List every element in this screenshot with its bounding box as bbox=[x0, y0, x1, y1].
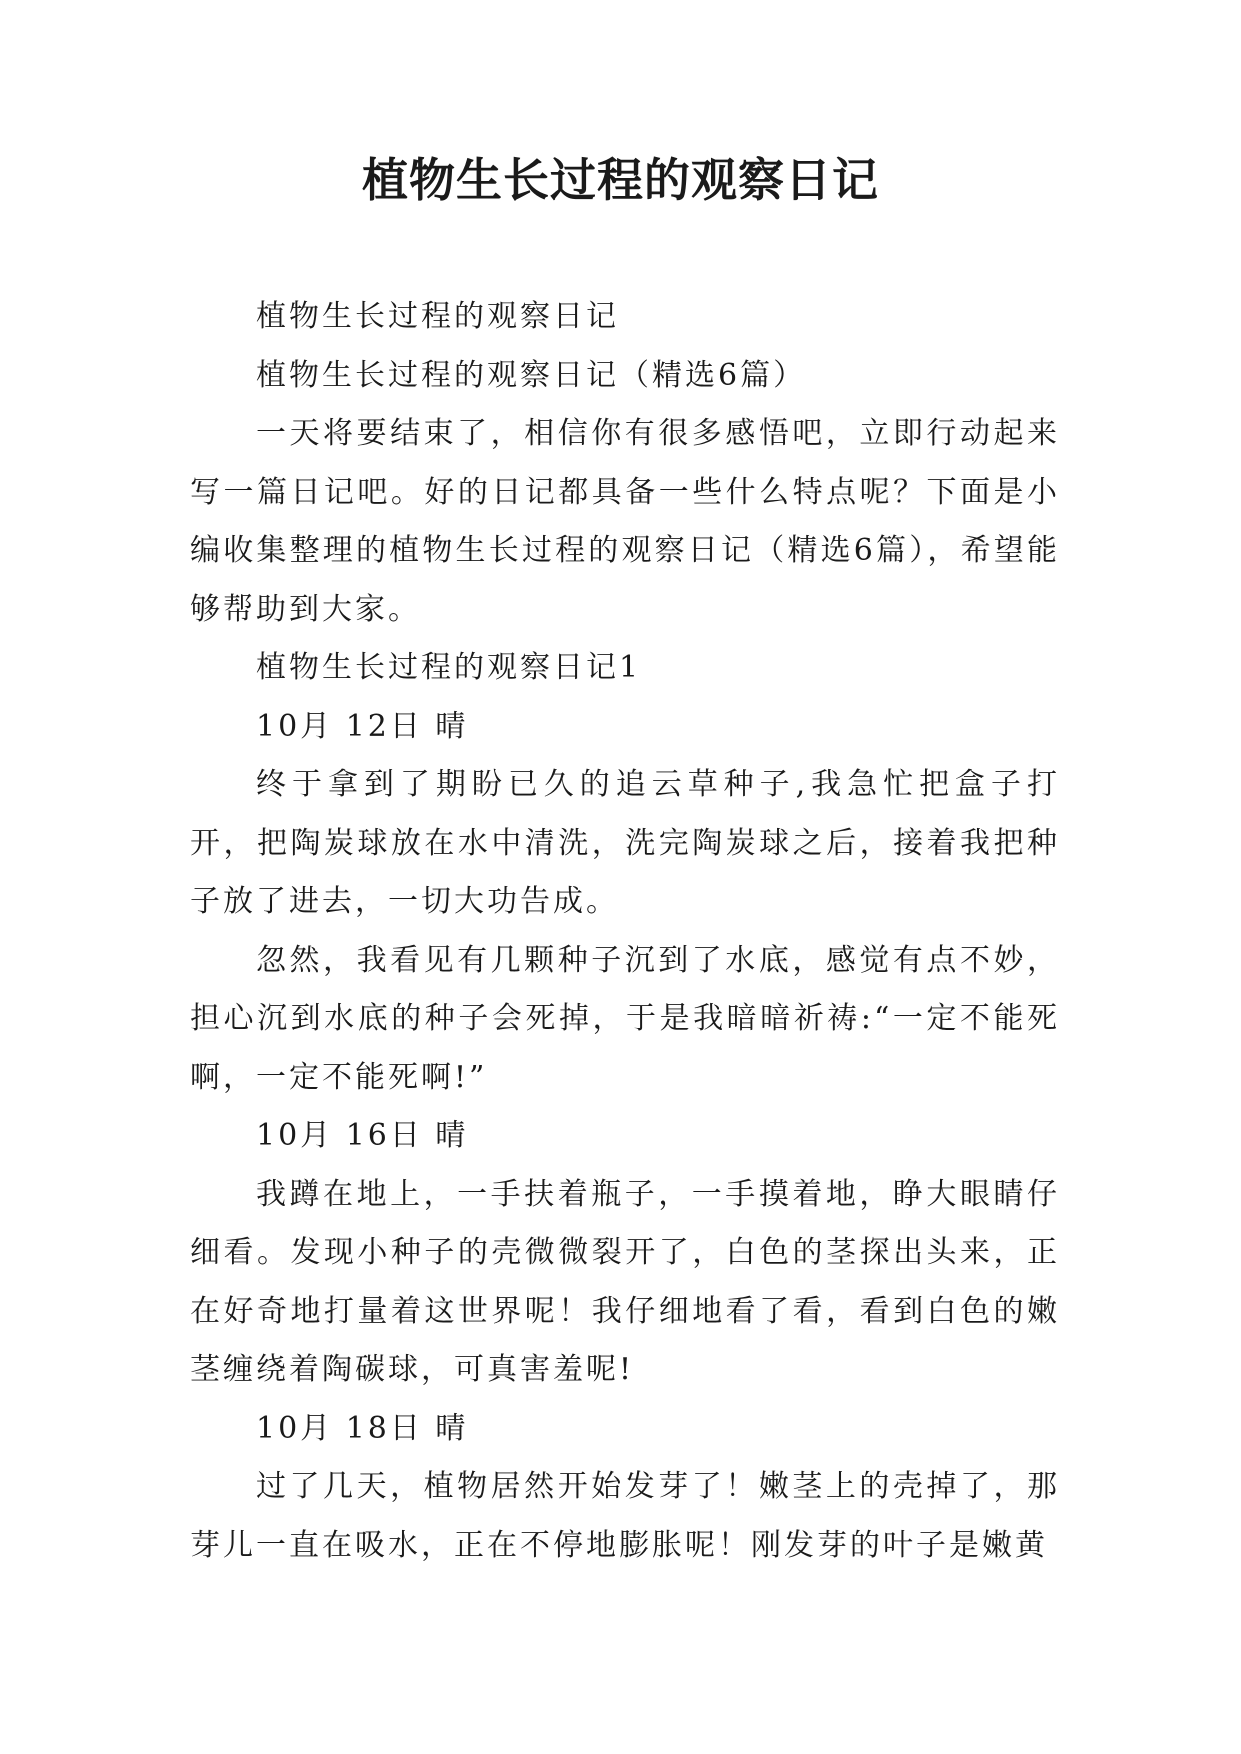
paragraph: 植物生长过程的观察日记（精选6篇） bbox=[256, 357, 807, 393]
diary-date: 10月 18日 晴 bbox=[256, 1410, 469, 1446]
paragraph: 忽然，我看见有几颗种子沉到了水底，感觉有点不妙，担心沉到水底的种子会死掉，于是我暗暗祈祷:“一定不能死啊，一定不能死啊!” bbox=[190, 942, 1060, 1095]
section-heading: 植物生长过程的观察日记1 bbox=[256, 650, 642, 685]
paragraph: 我蹲在地上，一手扶着瓶子，一手摸着地，睁大眼睛仔细看。发现小种子的壳微微裂开了，白色的茎探出头来，正在好奇地打量着这世界呢！我仔细地看了看，看到白色的嫩茎缠绕着陶碳球，可真害羞呢! bbox=[190, 1176, 1060, 1387]
paragraph: 植物生长过程的观察日记 bbox=[256, 299, 619, 334]
document-title: 植物生长过程的观察日记 bbox=[362, 153, 879, 207]
paragraph: 过了几天，植物居然开始发芽了！嫩茎上的壳掉了，那芽儿一直在吸水，正在不停地膨胀呢！刚发芽的叶子是嫩黄 bbox=[190, 1469, 1060, 1563]
diary-date: 10月 12日 晴 bbox=[256, 708, 469, 744]
paragraph: 一天将要结束了，相信你有很多感悟吧，立即行动起来写一篇日记吧。好的日记都具备一些什么特点呢？下面是小编收集整理的植物生长过程的观察日记（精选6篇），希望能够帮助到大家。 bbox=[190, 416, 1060, 627]
diary-date: 10月 16日 晴 bbox=[256, 1118, 469, 1153]
paragraph: 终于拿到了期盼已久的追云草种子,我急忙把盒子打开，把陶炭球放在水中清洗，洗完陶炭球之后，接着我把种子放了进去，一切大功告成。 bbox=[190, 767, 1060, 919]
document-body bbox=[190, 288, 1060, 1575]
